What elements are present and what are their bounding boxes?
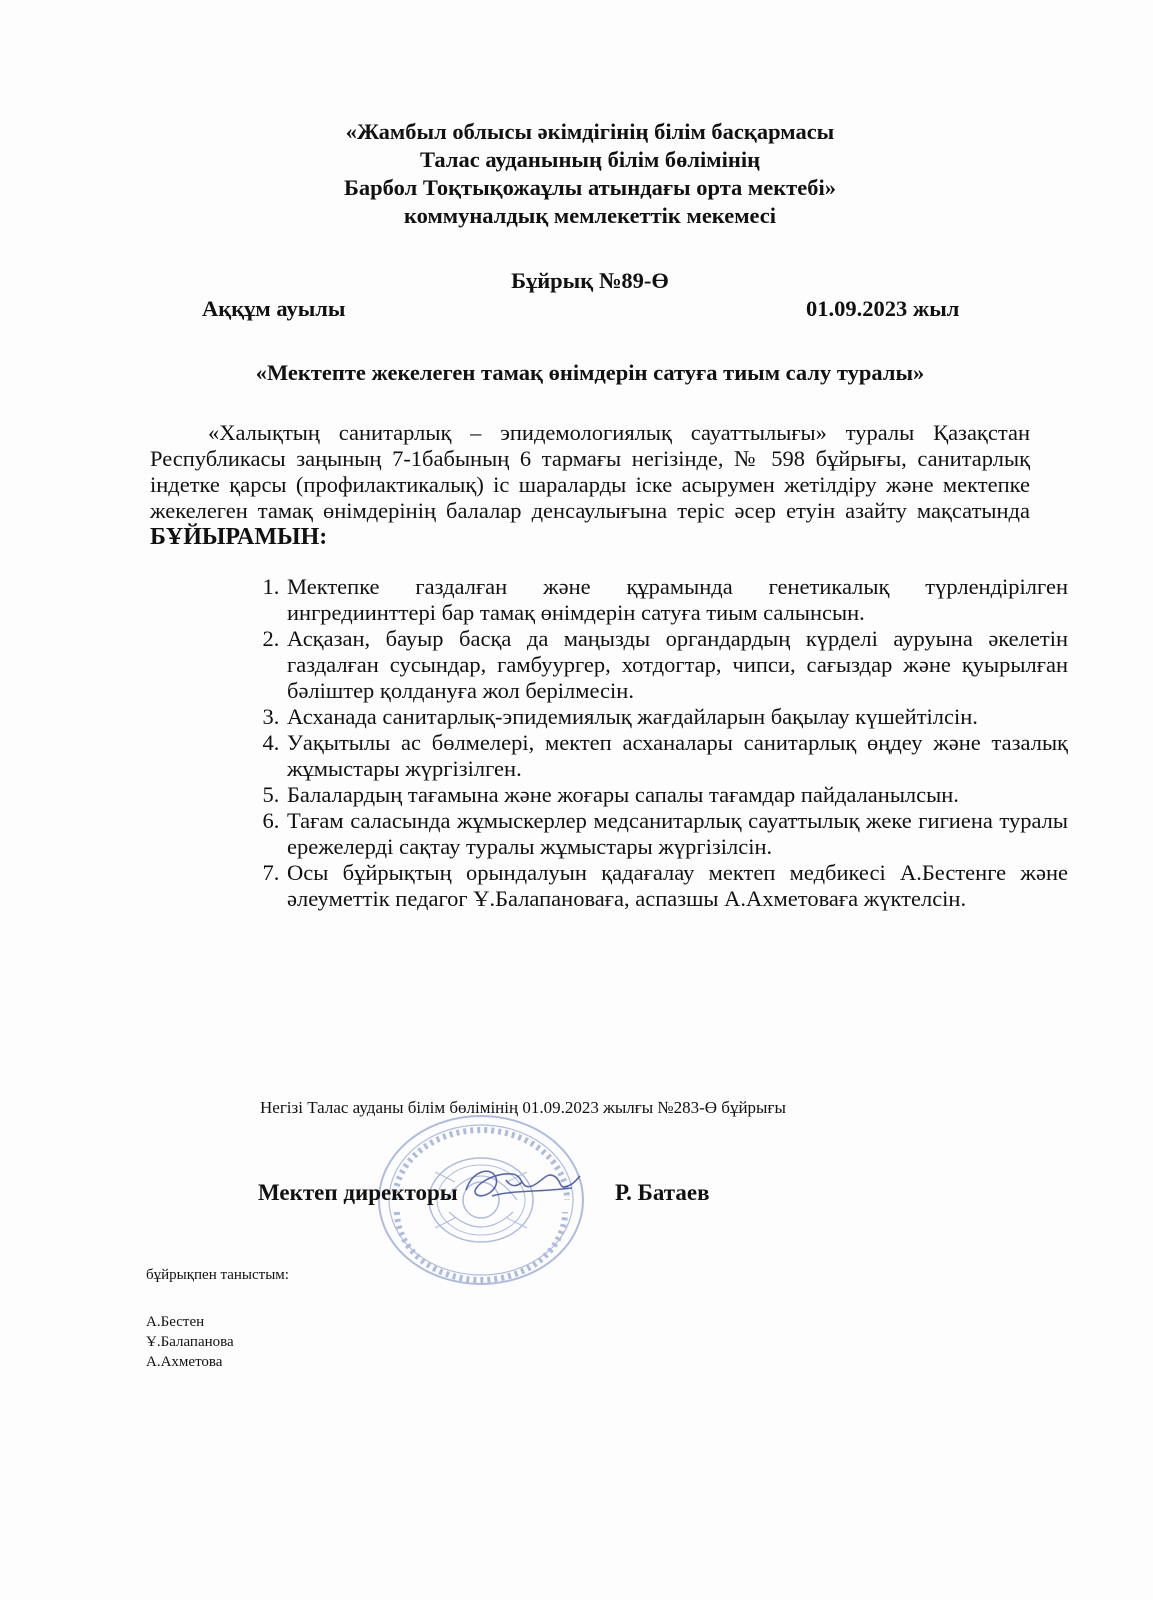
order-point: 6. Тағам саласында жұмыскерлер медсанитарлық сауаттылық жеке гигиена туралы ережелерді сақтау туралы жұмыстары жүргізілсін. bbox=[285, 808, 1068, 860]
header-line-1: «Жамбыл облысы әкімдігінің білім басқармасы bbox=[345, 119, 835, 144]
order-basis: Негізі Талас ауданы білім бөлімінің 01.09.2023 жылғы №283-Ө бұйрығы bbox=[260, 1098, 786, 1117]
header-line-3: Барбол Тоқтықожаұлы атындағы орта мектебі» bbox=[344, 175, 836, 200]
order-points-list bbox=[247, 574, 1068, 912]
order-point: 2. Асқазан, бауыр басқа да маңызды органдардың күрделі ауруына әкелетін газдалған сусындар, гамбуургер, хотдогтар, чипси, сағыздар және қуырылған бәліштер қолдануға жол берілмесін. bbox=[285, 626, 1068, 704]
acknowledgement-label: бұйрықпен таныстым: bbox=[146, 1267, 289, 1283]
order-subject: «Мектепте жекелеген тамақ өнімдерін сатуға тиым салу туралы» bbox=[255, 360, 925, 385]
order-intro: «Халықтың санитарлық – эпидемологиялық сауаттылығы» туралы Қазақстан Республикасы заңының 7-1бабының 6 тармағы негізінде, № 598 бұйрығы, санитарлық індетке қарсы (профилактикалық) іс шараларды іске асырумен жетілдіру және мектепке жекелеген тамақ өнімдерінің балалар денсаулығына теріс әсер етуін азайту мақсатында bbox=[150, 420, 1030, 523]
organization-header bbox=[150, 118, 1030, 230]
order-point: 4. Уақытылы ас бөлмелері, мектеп асханалары санитарлық өңдеу және тазалық жұмыстары жүргізілген. bbox=[285, 730, 1068, 782]
director-title: Мектеп директоры bbox=[258, 1180, 458, 1205]
order-place: Аққұм ауылы bbox=[202, 296, 346, 321]
director-name: Р. Батаев bbox=[615, 1180, 710, 1205]
order-date: 01.09.2023 жыл bbox=[806, 296, 960, 321]
header-line-2: Талас ауданының білім бөлімінің bbox=[419, 147, 761, 172]
acknowledgement-names bbox=[146, 1312, 234, 1372]
handwritten-signature-icon bbox=[462, 1160, 582, 1210]
order-point: 5. Балалардың тағамына және жоғары сапалы тағамдар пайдаланылсын. bbox=[285, 782, 1068, 808]
acknowledgement-name: Ұ.Балапанова bbox=[146, 1334, 234, 1350]
order-point: 3. Асханада санитарлық-эпидемиялық жағдайларын бақылау күшейтілсін. bbox=[285, 704, 1068, 730]
order-title: Бұйрық №89-Ө bbox=[511, 268, 669, 293]
order-point: 1. Мектепке газдалған және құрамында генетикалық түрлендірілген ингредиинттері бар тамақ өнімдерін сатуға тиым салынсын. bbox=[285, 574, 1068, 626]
header-line-4: коммуналдық мемлекеттік мекемесі bbox=[403, 203, 777, 228]
acknowledgement-name: А.Ахметова bbox=[146, 1354, 223, 1370]
order-point: 7. Осы бұйрықтың орындалуын қадағалау мектеп медбикесі А.Бестенге және әлеуметтік педагог Ұ.Балапановаға, аспазшы А.Ахметоваға жүктелсін. bbox=[285, 860, 1068, 912]
order-command: БҰЙЫРАМЫН: bbox=[150, 524, 328, 550]
order-body bbox=[150, 420, 1030, 550]
acknowledgement-name: А.Бестен bbox=[146, 1314, 205, 1330]
